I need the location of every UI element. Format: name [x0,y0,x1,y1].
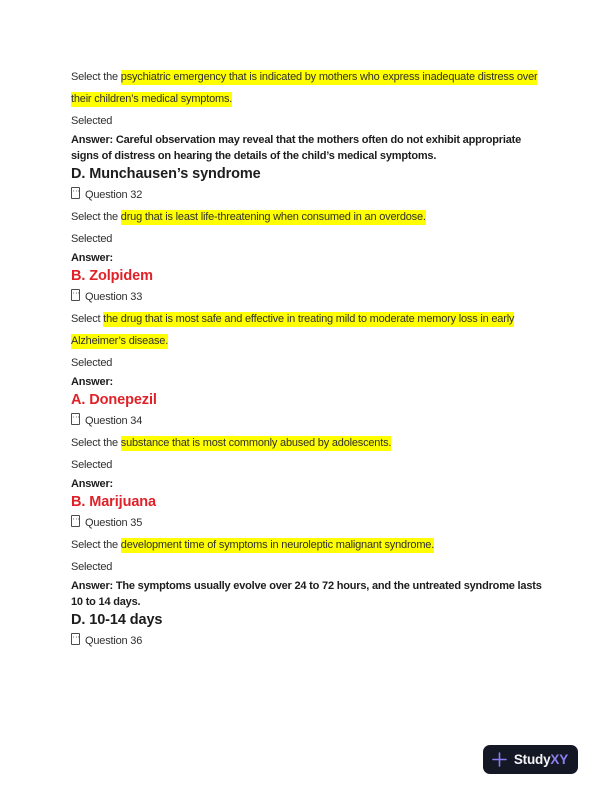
question-label-text: Question 35 [85,517,143,529]
question-label-text: Question 32 [85,189,143,201]
question-35-select-line [71,534,545,556]
brand-prefix: Study [513,751,551,767]
answer-text: Answer: The symptoms usually evolve over 24 to 72 hours, and the untreated syndrome lasts 10 to 14 days. [71,580,542,608]
selected-label: Selected [71,459,113,471]
answer-text: Answer: [71,376,113,388]
unknown-glyph-icon [71,187,80,199]
question-31-select-line [71,66,545,110]
select-prefix-text: Select the [71,211,121,223]
select-prefix-text: Select the [71,437,121,449]
highlighted-question-text: substance that is most commonly abused by adolescents. [120,437,392,449]
selected-label: Selected [71,357,113,369]
option-heading: A. Donepezil [71,392,157,408]
option-heading: D. Munchausen’s syndrome [71,166,261,182]
unknown-glyph-icon [71,633,80,645]
question-33-select-line [71,308,545,352]
question-32-select-line [71,206,545,228]
question-36-label [71,630,545,652]
brand-text [514,753,568,767]
question-34-label [71,410,545,432]
unknown-glyph-icon [71,413,80,425]
option-heading: B. Zolpidem [71,268,153,284]
highlighted-question-text: psychiatric emergency that is indicated by mothers who express inadequate distress over their children’s medical symptoms. [71,71,538,105]
question-32-label [71,184,545,206]
unknown-glyph-icon [71,289,80,301]
question-label-text: Question 36 [85,635,143,647]
answer-text: Answer: [71,252,113,264]
highlighted-question-text: the drug that is most safe and effective in treating mild to moderate memory loss in early Alzheimer’s disease. [71,313,515,347]
select-prefix-text: Select the [71,71,121,83]
unknown-glyph-icon [71,515,80,527]
selected-label: Selected [71,115,113,127]
question-34-select-line [71,432,545,454]
question-label-text: Question 34 [85,415,143,427]
select-prefix-text: Select the [71,539,121,551]
highlighted-question-text: development time of symptoms in neuroleptic malignant syndrome. [120,539,435,551]
brand-suffix: XY [550,751,568,767]
question-label-text: Question 33 [85,291,143,303]
option-heading: D. 10-14 days [71,612,163,628]
document-content [71,66,545,652]
studyxy-logo-badge [483,745,578,774]
answer-text: Answer: Careful observation may reveal that the mothers often do not exhibit appropriate signs of distress on hearing the details of the child’s medical symptoms. [71,134,521,162]
question-33-label [71,286,545,308]
select-prefix-text: Select [71,313,104,325]
selected-label: Selected [71,561,113,573]
selected-label: Selected [71,233,113,245]
answer-text: Answer: [71,478,113,490]
highlighted-question-text: drug that is least life-threatening when consumed in an overdose. [120,211,426,223]
question-35-label [71,512,545,534]
option-heading: B. Marijuana [71,494,157,510]
plus-icon [492,752,507,767]
